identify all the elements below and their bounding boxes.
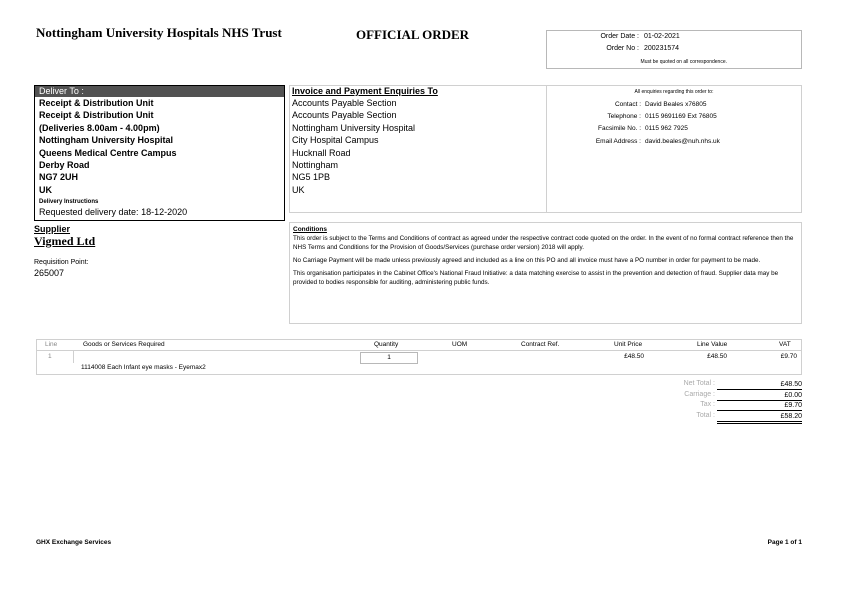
invoice-line: NG5 1PB [292,172,331,183]
deliver-to-title: Deliver To : [35,86,284,97]
invoice-line: UK [292,184,305,195]
footer-service-name: GHX Exchange Services [36,539,112,546]
net-total-value: £48.50 [717,380,802,390]
deliver-line: (Deliveries 8.00am - 4.00pm) [39,122,160,133]
deliver-to-box [34,85,285,221]
item-line-value: £48.50 [707,353,727,360]
invoice-address-box [289,85,546,213]
col-line-value: Line Value [697,341,728,348]
carriage-label: Carriage : [684,390,715,398]
items-table-header [36,339,802,351]
deliver-line: Queens Medical Centre Campus [39,147,177,158]
item-unit-price: £48.50 [624,353,644,360]
telephone-value: 0115 9691169 Ext 76805 [645,113,717,120]
col-vat: VAT [779,341,791,348]
document-title: OFFICIAL ORDER [356,27,470,42]
order-no-label: Order No : [606,45,639,52]
col-goods: Goods or Services Required [83,341,165,348]
deliver-line: UK [39,184,52,195]
order-no: 200231574 [644,45,680,52]
carriage-value: £0.00 [717,391,802,401]
invoice-line: Nottingham [292,160,339,171]
invoice-line: Accounts Payable Section [292,110,397,121]
order-info-box [546,30,802,69]
organisation-name: Nottingham University Hospitals NHS Trust [36,25,282,40]
conditions-paragraph: No Carriage Payment will be made unless previously agreed and included as a line on this PO and all invoice must have a PO number in order for payment to be made. [293,257,761,264]
deliver-line: Derby Road [39,160,90,171]
table-row [36,351,802,375]
requisition-point-label: Requisition Point: [34,259,89,266]
conditions-paragraph: This organisation participates in the Cabinet Office's National Fraud Initiative: a data matching exercise to assist in the prevention and detection of fraud. Supplier data may be provided to bodies responsible for auditing, administering public funds. [293,270,779,286]
contact-label: Contact : [614,101,641,108]
enquiries-heading: All enquiries regarding this order to: [634,89,714,95]
col-unit-price: Unit Price [614,341,643,348]
net-total-label: Net Total : [683,380,715,387]
totals-block [640,380,802,422]
invoice-title: Invoice and Payment Enquiries To [292,86,438,96]
email-label: Email Address : [595,138,641,145]
fax-label: Facsimile No. : [598,125,641,132]
invoice-line: City Hospital Campus [292,135,379,146]
page-number: Page 1 of 1 [767,539,802,546]
enquiries-box [546,85,802,213]
col-uom: UOM [452,341,468,348]
delivery-instructions: Requested delivery date: 18-12-2020 [39,207,188,218]
item-line-number: 1 [48,353,52,360]
conditions-paragraph: This order is subject to the Terms and Conditions of contract as agreed under the respective contract code quoted on the order. In the event of no formal contract reference then the NHS Terms and Conditions for the Provision of Goods/Services (purchase order version) 2018 will apply. [293,235,794,251]
total-label: Total : [696,411,715,419]
deliver-line: Receipt & Distribution Unit [39,110,154,121]
supplier-label: Supplier [34,224,71,234]
conditions-box [289,222,802,324]
email-value[interactable]: david.beales@nuh.nhs.uk [645,138,720,145]
contact-value: David Beales x76805 [645,101,707,108]
telephone-label: Telephone : [607,113,641,120]
order-date: 01-02-2021 [644,33,680,40]
supplier-name: Vigmed Ltd [34,234,96,248]
order-note: Must be quoted on all correspondence. [640,59,727,65]
fax-value: 0115 962 7925 [645,125,688,132]
col-quantity: Quantity [374,341,399,348]
deliver-line: Nottingham University Hospital [39,135,174,146]
invoice-line: Nottingham University Hospital [292,122,416,133]
order-date-label: Order Date : [600,33,639,40]
delivery-instructions-label: Delivery Instructions [39,199,99,206]
tax-label: Tax : [700,401,715,408]
item-vat: £9.70 [780,353,797,360]
requisition-point-value: 265007 [34,268,65,278]
item-quantity: 1 [360,352,418,364]
col-line: Line [45,341,58,348]
deliver-line: NG7 2UH [39,172,79,183]
invoice-line: Hucknall Road [292,147,351,158]
total-value: £58.20 [717,412,802,424]
deliver-line: Receipt & Distribution Unit [39,98,154,108]
invoice-line: Accounts Payable Section [292,98,397,108]
col-contract-ref: Contract Ref. [521,341,560,348]
conditions-title: Conditions [293,226,327,233]
item-description: 1114008 Each Infant eye masks - Eyemax2 [81,364,206,371]
tax-value: £9.70 [717,401,802,411]
